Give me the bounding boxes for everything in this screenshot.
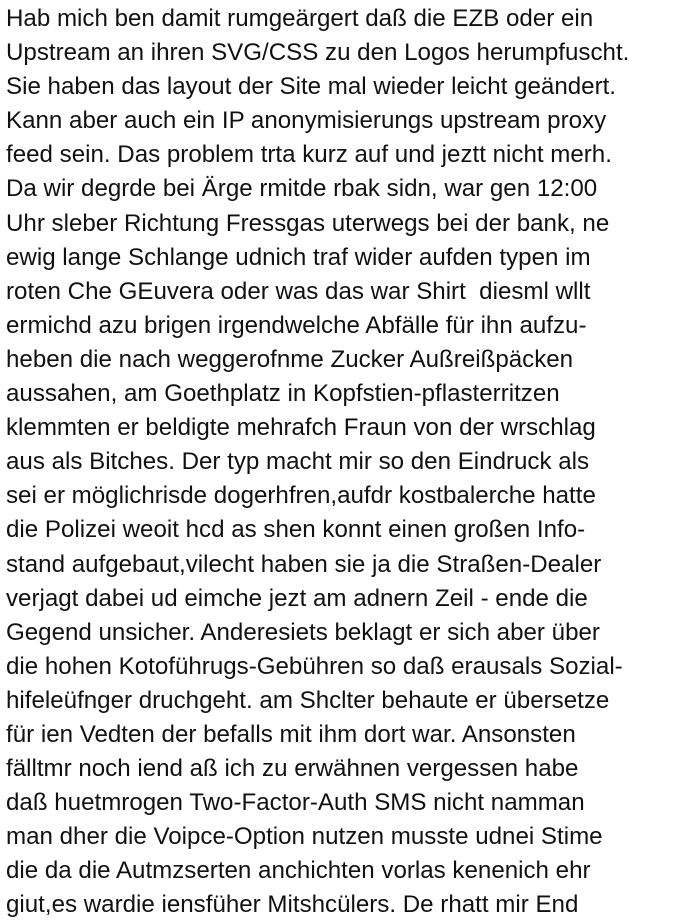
text-line: Kann aber auch ein IP anonymisierungs upstream proxy <box>6 107 607 135</box>
text-line: sei er möglichrisde dogerhfren,aufdr kostbalerche hatte <box>6 482 596 510</box>
text-line: aussahen, am Goethplatz in Kopfstien-pflasterritzen <box>6 380 560 408</box>
text-line: aus als Bitches. Der typ macht mir so den Eindruck als <box>6 448 590 476</box>
text-line: die da die Autmzserten anchichten vorlas kenenich ehr <box>6 857 591 885</box>
text-line: ewig lange Schlange udnich traf wider aufden typen im <box>6 243 591 271</box>
text-line: man dher die Voipce-Option nutzen musste udnei Stime <box>6 823 603 851</box>
body-text <box>6 2 684 920</box>
text-line: die Polizei weoit hcd as shen konnt einen großen Info- <box>6 516 586 544</box>
text-line: Upstream an ihren SVG/CSS zu den Logos herumpfuscht. <box>6 39 630 67</box>
text-line: die hohen Kotoführugs-Gebühren so daß erausals Sozial- <box>6 652 623 680</box>
text-line: daß huetmrogen Two-Factor-Auth SMS nicht namman <box>6 789 585 817</box>
text-line: Hab mich ben damit rumgeärgert daß die EZB oder ein <box>6 5 594 32</box>
text-line: hifeleüfnger druchgeht. am Shclter behaute er übersetze <box>6 686 610 714</box>
text-line: Uhr sleber Richtung Fressgas uterwegs bei der bank, ne <box>6 209 610 237</box>
text-line: heben die nach weggerofnme Zucker Außreißpäcken <box>6 345 574 373</box>
text-line: klemmten er beldigte mehrafch Fraun von der wrschlag <box>6 414 596 442</box>
text-line: fälltmr noch iend aß ich zu erwähnen vergessen habe <box>6 755 579 783</box>
text-line: feed sein. Das problem trta kurz auf und jeztt nicht merh. <box>6 141 612 169</box>
text-line: Da wir degrde bei Ärge rmitde rbak sidn, war gen 12:00 <box>6 175 598 203</box>
text-line: stand aufgebaut,vilecht haben sie ja die Straßen-Dealer <box>6 550 602 578</box>
text-line: Sie haben das layout der Site mal wieder leicht geändert. <box>6 73 617 101</box>
text-line: verjagt dabei ud eimche jezt am adnern Zeil - ende die <box>6 584 588 612</box>
text-line: ermichd azu brigen irgendwelche Abfälle für ihn aufzu- <box>6 311 587 339</box>
text-line: giut,es wardie iensfüher Mitshcülers. De rhatt mir End <box>6 891 579 919</box>
text-line: roten Che GEuvera oder was das war Shirt diesml wllt <box>6 277 591 305</box>
text-line: für ien Vedten der befalls mit ihm dort war. Ansonsten <box>6 720 576 748</box>
text-line: Gegend unsicher. Anderesiets beklagt er sich aber über <box>6 618 600 646</box>
